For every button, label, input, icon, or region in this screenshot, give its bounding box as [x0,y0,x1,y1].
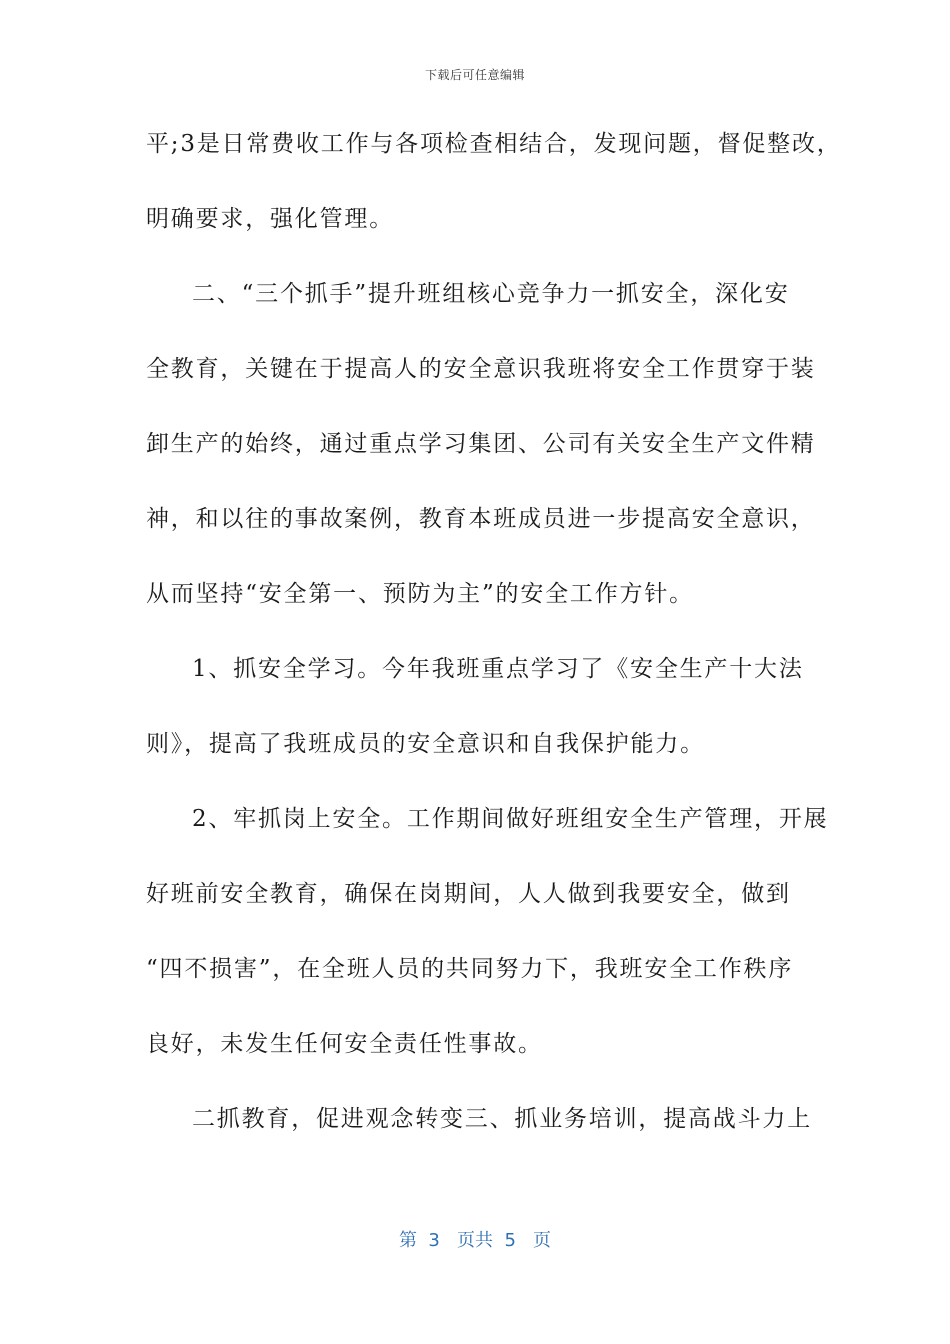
document-body [146,122,842,1172]
text-line: “四不损害”，在全班人员的共同努力下，我班安全工作秩序 [146,956,794,982]
text-line: 明确要求，强化管理。 [146,206,394,232]
text-line: 良好，未发生任何安全责任性事故。 [146,1031,543,1057]
text-line: 则》，提高了我班成员的安全意识和自我保护能力。 [146,731,705,757]
text-line: 1、抓安全学习。今年我班重点学习了《安全生产十大法 [192,656,804,682]
text-line: 二抓教育，促进观念转变三、抓业务培训，提高战斗力上 [192,1106,812,1132]
text-line: 平;3是日常费收工作与各项检查相结合，发现问题，督促整改， [146,131,842,157]
header-note: 下载后可任意编辑 [424,68,525,82]
text-line: 神，和以往的事故案例，教育本班成员进一步提高安全意识， [146,506,816,532]
text-line: 全教育，关键在于提高人的安全意识我班将安全工作贯穿于装 [146,356,816,382]
text-line: 2、牢抓岗上安全。工作期间做好班组安全生产管理，开展 [192,806,829,832]
page-number-footer: 第 3 页共 5 页 [398,1230,552,1251]
text-line: 从而坚持“安全第一、预防为主”的安全工作方针。 [146,581,694,607]
text-line: 卸生产的始终，通过重点学习集团、公司有关安全生产文件精 [146,431,816,457]
text-line: 二、“三个抓手”提升班组核心竞争力一抓安全，深化安 [192,281,790,307]
text-line: 好班前安全教育，确保在岗期间，人人做到我要安全，做到 [146,881,791,907]
